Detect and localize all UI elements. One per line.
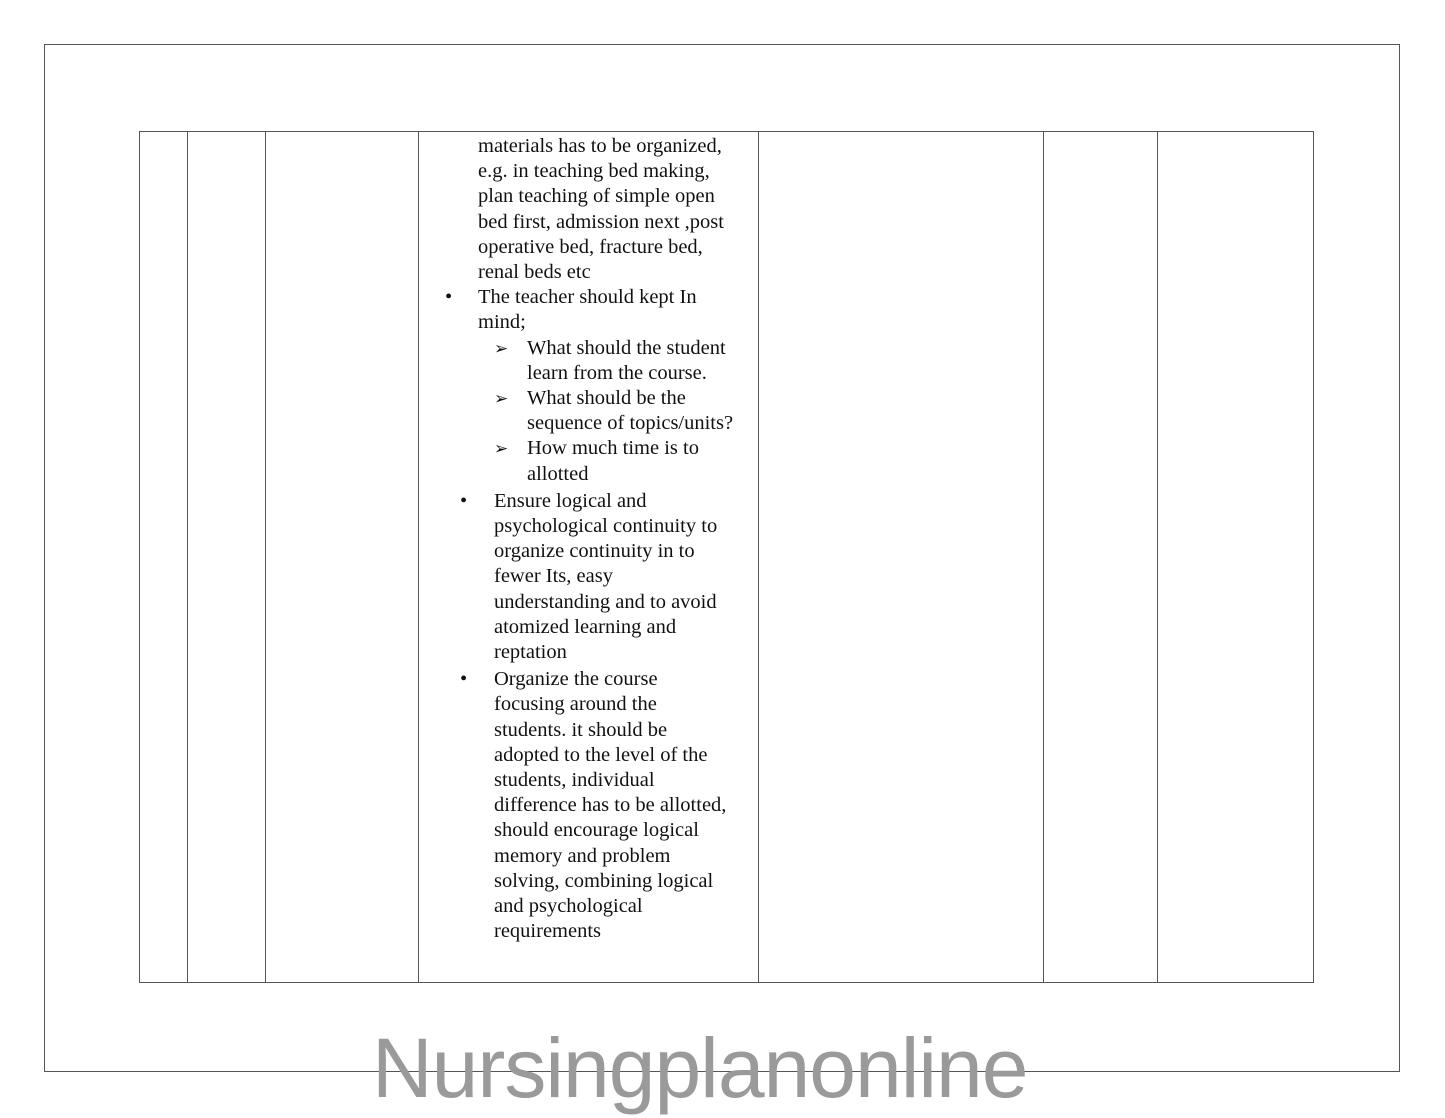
text-line: reptation <box>494 641 567 664</box>
table-cell-3 <box>266 132 419 983</box>
text-line: What should be the <box>527 387 686 410</box>
text-line: understanding and to avoid <box>494 590 717 613</box>
text-line: should encourage logical <box>494 819 699 842</box>
text-line: solving, combining logical <box>494 869 714 892</box>
bullet-item-logical-continuity <box>419 489 758 665</box>
bullet-item-organize-course <box>419 667 758 944</box>
continuation-paragraph <box>419 134 758 285</box>
sub-bullet-item <box>419 336 758 386</box>
text-line: The teacher should kept In <box>478 286 697 309</box>
text-line: How much time is to <box>527 437 699 460</box>
text-line: fewer Its, easy <box>494 565 613 588</box>
text-line: focusing around the <box>494 693 657 716</box>
text-line: materials has to be organized, <box>478 135 722 157</box>
text-line: renal beds etc <box>478 261 591 284</box>
text-line: mind; <box>478 311 526 334</box>
text-line: e.g. in teaching bed making, <box>478 160 710 183</box>
text-line: students, individual <box>494 769 655 792</box>
text-line: difference has to be allotted, <box>494 794 727 817</box>
text-line: organize continuity in to <box>494 540 695 563</box>
table-cell-2 <box>188 132 266 983</box>
sub-bullet-item <box>419 386 758 436</box>
text-line: psychological continuity to <box>494 515 718 538</box>
text-line: sequence of topics/units? <box>527 412 734 435</box>
arrowhead-bullet-icon: ➢ <box>494 389 509 409</box>
text-line: Ensure logical and <box>494 489 647 512</box>
bullet-item-teacher-mind <box>419 285 758 335</box>
text-line: students. it should be <box>494 718 668 741</box>
text-line: operative bed, fracture bed, <box>478 235 703 258</box>
text-line: memory and problem <box>494 844 671 867</box>
text-line: plan teaching of simple open <box>478 185 715 208</box>
bullet-dot-icon: • <box>460 489 468 512</box>
bullet-dot-icon: • <box>460 668 468 691</box>
text-line: What should the student <box>527 336 726 359</box>
table-cell-6 <box>1044 132 1158 983</box>
bullet-dot-icon: • <box>445 286 453 309</box>
document-table <box>139 131 1314 983</box>
sub-bullet-item <box>419 436 758 486</box>
text-line: allotted <box>527 462 589 485</box>
text-line: Organize the course <box>494 668 658 691</box>
arrowhead-bullet-icon: ➢ <box>494 439 509 459</box>
table-cell-1 <box>140 132 188 983</box>
text-line: and psychological <box>494 895 643 918</box>
table-row <box>140 132 1314 983</box>
text-line: adopted to the level of the <box>494 743 708 766</box>
arrowhead-bullet-icon: ➢ <box>494 338 509 358</box>
table-cell-7 <box>1158 132 1314 983</box>
table-cell-5 <box>759 132 1044 983</box>
text-line: requirements <box>494 920 602 943</box>
text-line: learn from the course. <box>527 361 707 384</box>
table-cell-content <box>419 132 759 983</box>
text-line: atomized learning and <box>494 615 677 638</box>
cell-content <box>419 132 758 945</box>
watermark: Nursingplanonline <box>372 1021 1028 1115</box>
text-line: bed first, admission next ,post <box>478 210 724 233</box>
